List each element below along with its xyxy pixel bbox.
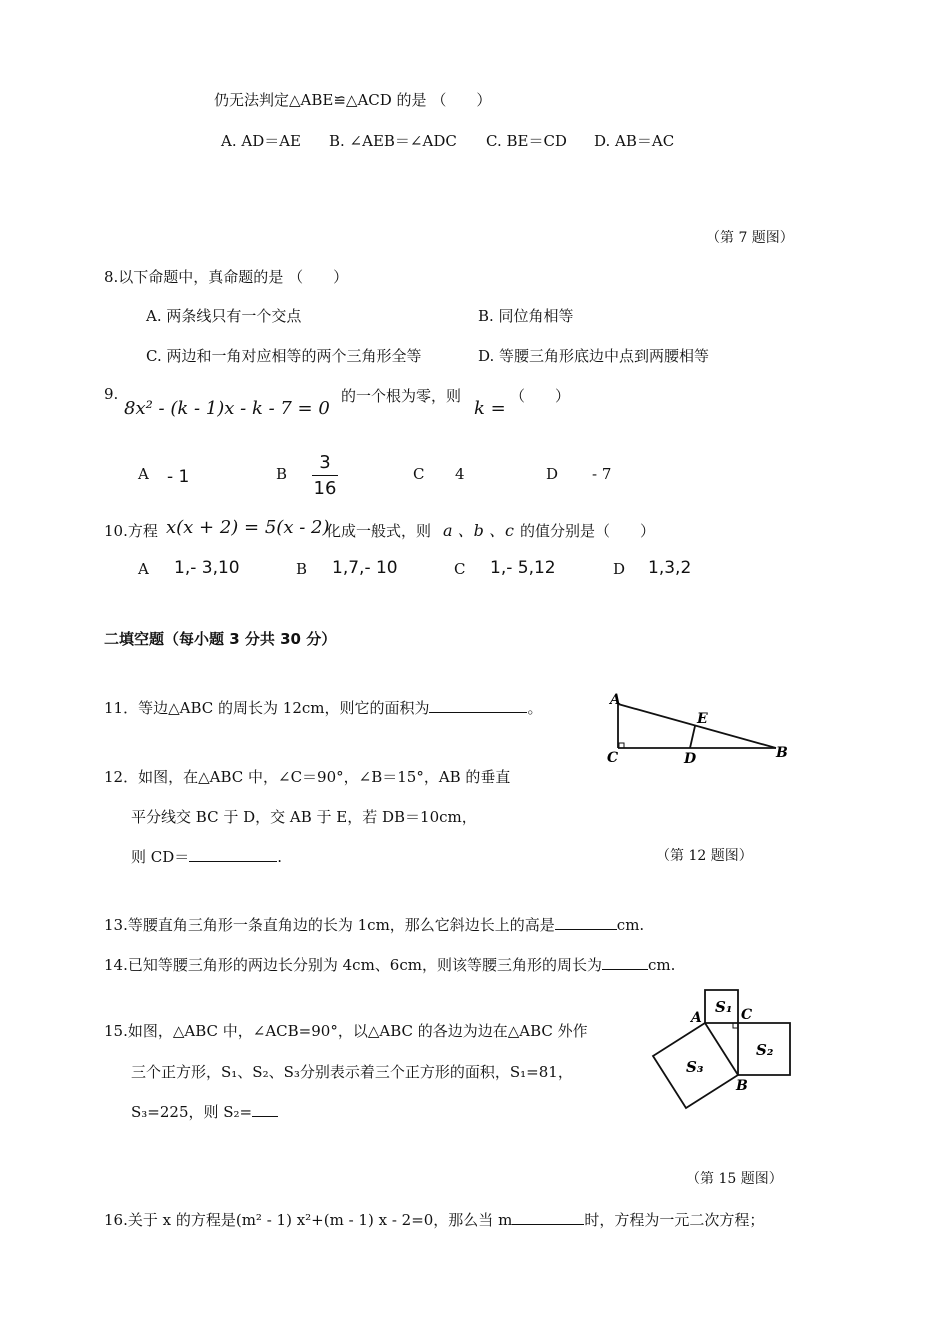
q14-answer-blank[interactable] [602,955,648,970]
fraction-denominator: 16 [313,478,337,499]
label-a: A [691,1010,702,1026]
q10-option-a-value: 1,- 3,10 [174,558,240,578]
q15-line3 [131,1101,278,1122]
q7-option-d: D. AB＝AC [594,132,675,150]
q7-option-a: A. AD＝AE [221,132,302,150]
q9-text: 的一个根为零，则 [341,387,462,405]
q15-answer-blank[interactable] [252,1102,278,1117]
q8-option-d: D. 等腰三角形底边中点到两腰相等 [478,347,710,365]
q9-option-d-value: - 7 [592,465,612,483]
q9-option-c-value: 4 [455,465,465,483]
q10-tail: 的值分别是（ ） [520,522,656,540]
q8-stem: 8.以下命题中，真命题的是 （ ） [104,268,349,286]
q15-line3-stem: S₃=225，则 S₂= [131,1103,253,1121]
label-s1: S₁ [715,998,733,1016]
label-s3: S₃ [686,1058,704,1076]
label-c: C [741,1007,753,1023]
q10-equation: x(x + 2) = 5(x - 2) [166,517,330,538]
q9-option-d-letter: D [546,465,559,483]
q12-line3-stem: 则 CD＝ [131,848,190,866]
q16-stem: 16.关于 x 的方程是(m² - 1) x²+(m - 1) x - 2=0，那么当 m [104,1211,513,1229]
q12-figure-caption: （第 12 题图） [656,848,753,864]
q13-end: cm. [616,916,645,934]
section-heading: 二填空题（每小题 3 分共 30 分） [104,630,337,648]
q8-option-c: C. 两边和一角对应相等的两个三角形全等 [146,347,422,365]
q12-line2: 平分线交 BC 于 D，交 AB 于 E，若 DB＝10cm， [131,808,477,826]
q9-option-b-fraction [311,452,339,499]
q8-option-b: B. 同位角相等 [478,307,574,325]
q10-option-c-letter: C [454,560,466,578]
q12-line3 [131,846,282,867]
q16-answer-blank[interactable] [512,1210,584,1225]
q14-end: cm. [647,956,676,974]
q10-option-b-letter: B [296,560,308,578]
label-e: E [697,711,708,727]
segment-de [690,726,695,748]
q11-answer-blank[interactable] [429,698,527,713]
q7-figure-caption: （第 7 题图） [706,230,794,246]
label-c: C [607,750,619,766]
q12-answer-blank[interactable] [189,847,277,862]
q16-text [104,1209,764,1230]
q15-line2: 三个正方形，S₁、S₂、S₃分别表示着三个正方形的面积，S₁=81， [131,1063,573,1081]
q13-stem: 13.等腰直角三角形一条直角边的长为 1cm，那么它斜边长上的高是 [104,916,555,934]
q13-answer-blank[interactable] [555,915,617,930]
q15-figure-caption: （第 15 题图） [686,1171,783,1187]
q9-number: 9. [104,385,119,403]
q12-figure [600,690,800,770]
q10-prefix: 10.方程 [104,522,158,540]
q14-stem: 14.已知等腰三角形的两边长分别为 4cm、6cm，则该等腰三角形的周长为 [104,956,602,974]
q15-line1: 15.如图，△ABC 中，∠ACB=90°，以△ABC 的各边为边在△ABC 外作 [104,1022,588,1040]
q9-option-a-letter: A [138,465,149,483]
q12-line1: 12．如图，在△ABC 中，∠C＝90°，∠B＝15°，AB 的垂直 [104,768,511,786]
q11-text [104,697,543,718]
q9-equation: 8x² - (k - 1)x - k - 7 = 0 [124,398,330,419]
q10-option-b-value: 1,7,- 10 [332,558,398,578]
q7-option-c: C. BE＝CD [486,132,567,150]
q11-end: 。 [527,699,543,717]
label-b: B [776,745,788,761]
q10-suffix: 化成一般式，则 [326,522,432,540]
q13-text [104,914,644,935]
q9-option-c-letter: C [413,465,425,483]
q8-option-a: A. 两条线只有一个交点 [146,307,302,325]
q11-stem: 11．等边△ABC 的周长为 12cm，则它的面积为 [104,699,430,717]
q10-option-d-value: 1,3,2 [648,558,692,578]
q9-option-b-letter: B [276,465,288,483]
q10-option-a-letter: A [138,560,149,578]
q9-option-a-value: - 1 [167,467,190,487]
q9-bracket: （ ） [510,387,571,405]
fraction-bar [312,475,338,476]
label-b: B [736,1078,748,1094]
q7-option-b: B. ∠AEB＝∠ADC [329,132,457,150]
q14-text [104,954,675,975]
q15-figure [648,984,798,1114]
label-s2: S₂ [756,1041,774,1059]
q16-end: 时，方程为一元二次方程； [584,1211,765,1229]
q10-option-d-letter: D [613,560,626,578]
q7-stem: 仍无法判定△ABE≌△ACD 的是 （ ） [214,91,492,109]
label-a: A [610,692,621,708]
q12-line3-end: . [277,848,283,866]
fraction-numerator: 3 [319,452,331,473]
q10-option-c-value: 1,- 5,12 [490,558,556,578]
q9-k-equals: k = [474,398,506,419]
label-d: D [684,751,697,767]
q10-vars: a 、b 、c [443,521,514,540]
